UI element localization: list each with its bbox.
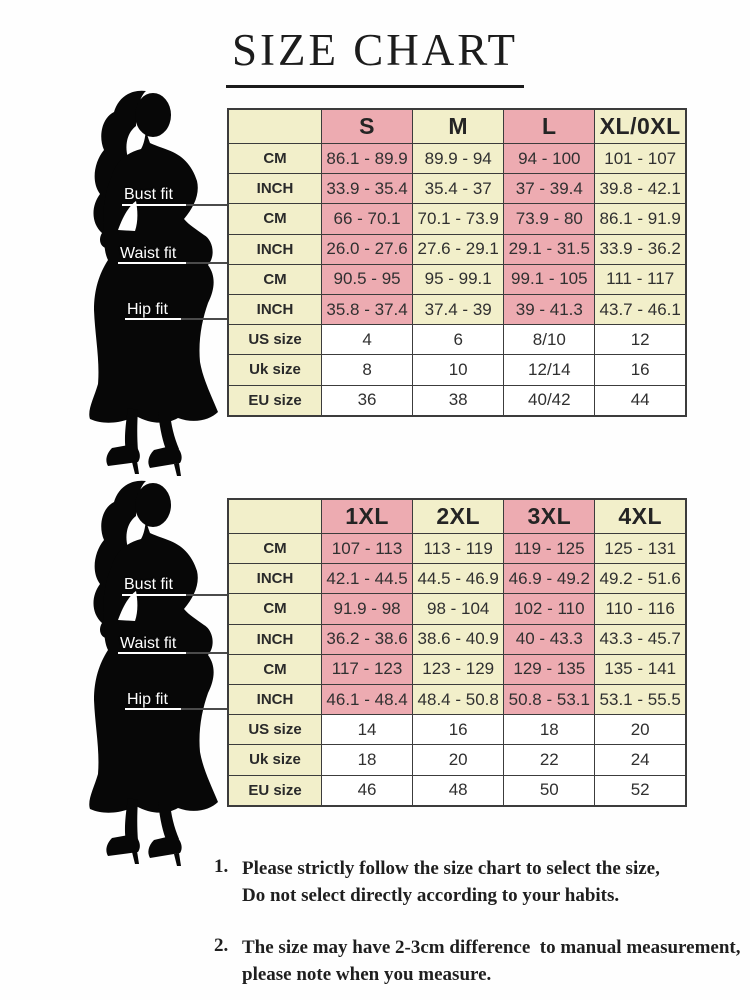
size-value-cell: 8/10: [504, 325, 595, 355]
note-text: Please strictly follow the size chart to select the size, Do not select directly according to your habits.: [242, 858, 660, 906]
size-value-cell: 48: [413, 775, 504, 806]
woman-silhouette: [58, 478, 236, 868]
size-value-cell: 8: [322, 355, 413, 385]
hip-fit-line: [181, 708, 227, 710]
size-column-header: 1XL: [322, 499, 413, 534]
bust-fit-label: Bust fit: [124, 576, 173, 593]
size-value-cell: 44: [595, 385, 686, 416]
size-value-cell: 101 - 107: [595, 144, 686, 174]
size-value-cell: 113 - 119: [413, 534, 504, 564]
size-column-header: XL/0XL: [595, 109, 686, 144]
waist-fit-label: Waist fit: [120, 245, 177, 262]
size-value-cell: 16: [595, 355, 686, 385]
size-value-cell: 38: [413, 385, 504, 416]
notes: [214, 856, 744, 1000]
size-value-cell: 14: [322, 715, 413, 745]
size-value-cell: 66 - 70.1: [322, 204, 413, 234]
size-column-header: M: [413, 109, 504, 144]
size-value-cell: 33.9 - 36.2: [595, 234, 686, 264]
size-value-cell: 20: [413, 745, 504, 775]
bust-fit-line: [122, 594, 186, 596]
size-value-cell: 98 - 104: [413, 594, 504, 624]
size-value-cell: 36.2 - 38.6: [322, 624, 413, 654]
row-label: CM: [228, 594, 322, 624]
size-value-cell: 6: [413, 325, 504, 355]
size-value-cell: 49.2 - 51.6: [595, 564, 686, 594]
bust-fit-line: [186, 594, 227, 596]
row-label: INCH: [228, 294, 322, 324]
size-value-cell: 53.1 - 55.5: [595, 684, 686, 714]
row-label: CM: [228, 264, 322, 294]
waist-fit-line: [118, 652, 186, 654]
size-value-cell: 35.4 - 37: [413, 174, 504, 204]
size-value-cell: 86.1 - 89.9: [322, 144, 413, 174]
size-value-cell: 48.4 - 50.8: [413, 684, 504, 714]
size-value-cell: 110 - 116: [595, 594, 686, 624]
hip-fit-line: [125, 708, 181, 710]
row-label: EU size: [228, 775, 322, 806]
size-column-header: S: [322, 109, 413, 144]
size-value-cell: 33.9 - 35.4: [322, 174, 413, 204]
size-value-cell: 40/42: [504, 385, 595, 416]
row-label: INCH: [228, 234, 322, 264]
row-label: US size: [228, 325, 322, 355]
row-label: INCH: [228, 684, 322, 714]
note-item: [214, 856, 744, 910]
row-label: US size: [228, 715, 322, 745]
size-value-cell: 43.3 - 45.7: [595, 624, 686, 654]
size-value-cell: 135 - 141: [595, 654, 686, 684]
size-value-cell: 24: [595, 745, 686, 775]
size-value-cell: 91.9 - 98: [322, 594, 413, 624]
row-label: INCH: [228, 564, 322, 594]
size-value-cell: 46.1 - 48.4: [322, 684, 413, 714]
size-value-cell: 46: [322, 775, 413, 806]
header: [0, 24, 750, 88]
size-value-cell: 37.4 - 39: [413, 294, 504, 324]
bust-fit-line: [186, 204, 227, 206]
size-value-cell: 107 - 113: [322, 534, 413, 564]
size-value-cell: 22: [504, 745, 595, 775]
bust-fit-label: Bust fit: [124, 186, 173, 203]
hip-fit-label: Hip fit: [127, 691, 168, 708]
corner-cell: [228, 109, 322, 144]
hip-fit-label: Hip fit: [127, 301, 168, 318]
size-value-cell: 26.0 - 27.6: [322, 234, 413, 264]
size-value-cell: 37 - 39.4: [504, 174, 595, 204]
size-value-cell: 73.9 - 80: [504, 204, 595, 234]
row-label: INCH: [228, 174, 322, 204]
note-number: 2.: [214, 934, 229, 956]
size-value-cell: 89.9 - 94: [413, 144, 504, 174]
size-value-cell: 99.1 - 105: [504, 264, 595, 294]
bust-fit-line: [122, 204, 186, 206]
size-value-cell: 90.5 - 95: [322, 264, 413, 294]
woman-silhouette: [58, 88, 236, 478]
size-column-header: 4XL: [595, 499, 686, 534]
size-value-cell: 39 - 41.3: [504, 294, 595, 324]
size-value-cell: 123 - 129: [413, 654, 504, 684]
size-value-cell: 70.1 - 73.9: [413, 204, 504, 234]
size-value-cell: 119 - 125: [504, 534, 595, 564]
note-item: [214, 935, 744, 989]
size-value-cell: 18: [504, 715, 595, 745]
size-table-plus: [227, 498, 687, 807]
size-column-header: 2XL: [413, 499, 504, 534]
note-text: The size may have 2-3cm difference to manual measurement, please note when you measure.: [242, 936, 741, 985]
size-value-cell: 35.8 - 37.4: [322, 294, 413, 324]
note-number: 1.: [214, 856, 229, 877]
row-label: CM: [228, 204, 322, 234]
size-table-regular: [227, 108, 687, 417]
size-value-cell: 42.1 - 44.5: [322, 564, 413, 594]
size-column-header: L: [504, 109, 595, 144]
size-value-cell: 129 - 135: [504, 654, 595, 684]
row-label: INCH: [228, 624, 322, 654]
size-value-cell: 95 - 99.1: [413, 264, 504, 294]
size-value-cell: 125 - 131: [595, 534, 686, 564]
size-value-cell: 111 - 117: [595, 264, 686, 294]
row-label: Uk size: [228, 745, 322, 775]
size-value-cell: 50: [504, 775, 595, 806]
size-value-cell: 38.6 - 40.9: [413, 624, 504, 654]
size-value-cell: 46.9 - 49.2: [504, 564, 595, 594]
row-label: CM: [228, 654, 322, 684]
size-value-cell: 12: [595, 325, 686, 355]
row-label: EU size: [228, 385, 322, 416]
size-value-cell: 44.5 - 46.9: [413, 564, 504, 594]
waist-fit-label: Waist fit: [120, 635, 177, 652]
size-value-cell: 36: [322, 385, 413, 416]
size-value-cell: 39.8 - 42.1: [595, 174, 686, 204]
waist-fit-line: [186, 262, 227, 264]
waist-fit-line: [118, 262, 186, 264]
row-label: Uk size: [228, 355, 322, 385]
corner-cell: [228, 499, 322, 534]
size-value-cell: 102 - 110: [504, 594, 595, 624]
size-value-cell: 52: [595, 775, 686, 806]
waist-fit-line: [186, 652, 227, 654]
size-value-cell: 50.8 - 53.1: [504, 684, 595, 714]
size-value-cell: 117 - 123: [322, 654, 413, 684]
size-value-cell: 43.7 - 46.1: [595, 294, 686, 324]
size-value-cell: 4: [322, 325, 413, 355]
size-column-header: 3XL: [504, 499, 595, 534]
row-label: CM: [228, 534, 322, 564]
hip-fit-line: [125, 318, 181, 320]
size-value-cell: 27.6 - 29.1: [413, 234, 504, 264]
hip-fit-line: [181, 318, 227, 320]
page-title: SIZE CHART: [226, 24, 524, 88]
row-label: CM: [228, 144, 322, 174]
size-value-cell: 10: [413, 355, 504, 385]
size-value-cell: 86.1 - 91.9: [595, 204, 686, 234]
size-value-cell: 16: [413, 715, 504, 745]
size-value-cell: 94 - 100: [504, 144, 595, 174]
size-value-cell: 12/14: [504, 355, 595, 385]
size-value-cell: 29.1 - 31.5: [504, 234, 595, 264]
size-value-cell: 40 - 43.3: [504, 624, 595, 654]
size-value-cell: 20: [595, 715, 686, 745]
size-value-cell: 18: [322, 745, 413, 775]
